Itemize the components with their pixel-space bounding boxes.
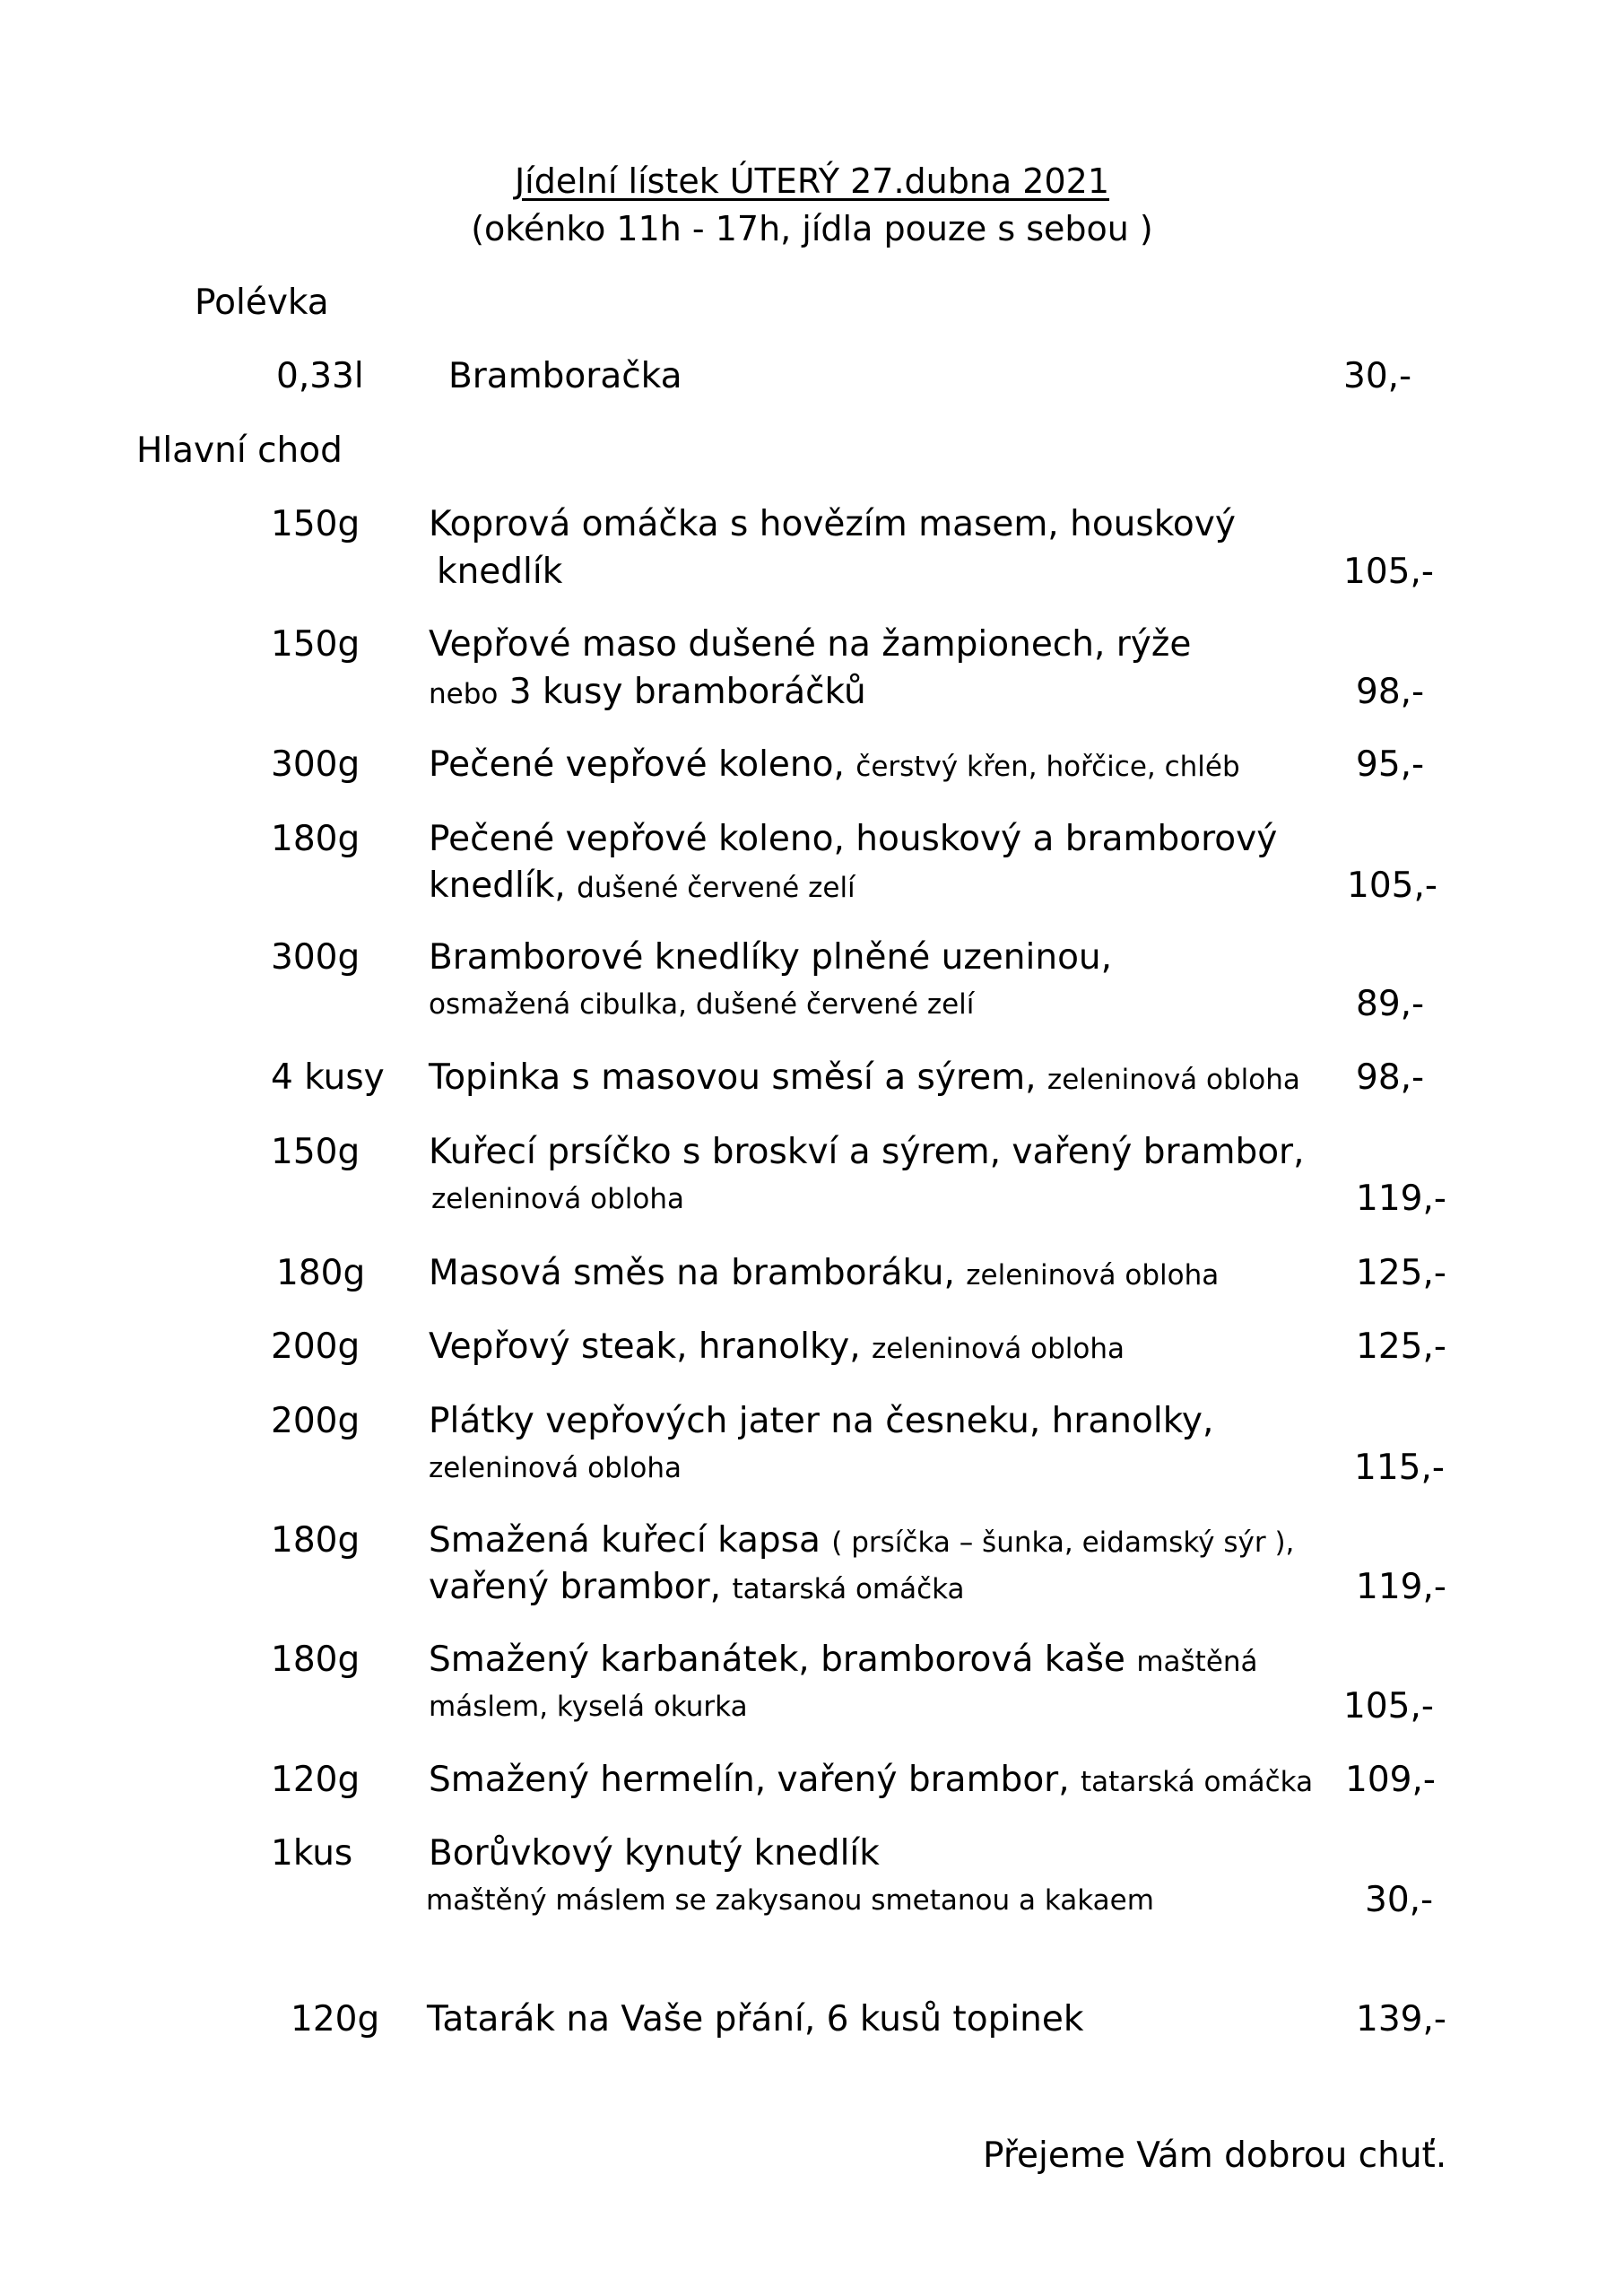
item-1-line2-text: 3 kusy bramboráčků — [508, 672, 866, 712]
item-10-price: 119,- — [1356, 1567, 1446, 1607]
item-11-line1-text: Smažený karbanátek, bramborová kaše — [429, 1639, 1125, 1680]
item-11-line2: máslem, kyselá okurka — [429, 1691, 748, 1723]
item-10-qty: 180g — [271, 1520, 360, 1561]
item-4-line1: Bramborové knedlíky plněné uzeninou, — [429, 937, 1113, 978]
item-13-line1: Borůvkový kynutý knedlík — [429, 1833, 880, 1874]
item-12-line1-text: Smažený hermelín, vařený brambor, — [429, 1760, 1070, 1800]
item-2-price: 95,- — [1356, 744, 1425, 785]
item-6-line2: zeleninová obloha — [431, 1183, 684, 1215]
item-9-price: 115,- — [1354, 1448, 1445, 1488]
item-6-qty: 150g — [271, 1132, 360, 1172]
item-7-line1 — [429, 1253, 1220, 1293]
item-9-qty: 200g — [271, 1401, 360, 1441]
soup-qty: 0,33l — [276, 356, 364, 396]
item-12-line1 — [429, 1760, 1314, 1800]
item-11-qty: 180g — [271, 1639, 360, 1680]
item-5-price: 98,- — [1356, 1057, 1425, 1098]
item-13-price: 30,- — [1365, 1880, 1434, 1920]
item-4-line2: osmažená cibulka, dušené červené zelí — [429, 988, 975, 1021]
item-3-line2 — [429, 865, 855, 906]
item-10-line1-text: Smažená kuřecí kapsa — [429, 1520, 821, 1561]
item-10-line1 — [429, 1520, 1295, 1561]
item-12-qty: 120g — [271, 1760, 360, 1800]
item-14-price: 139,- — [1356, 1999, 1446, 2039]
item-3-line2-text: knedlík, — [429, 865, 566, 906]
item-12-line1-note: tatarská omáčka — [1081, 1766, 1314, 1798]
item-6-line1: Kuřecí prsíčko s broskví a sýrem, vařený brambor, — [429, 1132, 1305, 1172]
item-13-qty: 1kus — [271, 1833, 353, 1874]
menu-title — [0, 161, 1624, 201]
item-10-line2-text: vařený brambor, — [429, 1567, 722, 1607]
item-2-qty: 300g — [271, 744, 360, 785]
item-12-price: 109,- — [1345, 1760, 1436, 1800]
item-9-line2: zeleninová obloha — [429, 1452, 682, 1484]
item-5-line1-text: Topinka s masovou směsí a sýrem, — [429, 1057, 1037, 1098]
item-1-line1: Vepřové maso dušené na žampionech, rýže — [429, 624, 1192, 665]
item-8-qty: 200g — [271, 1326, 360, 1367]
item-1-line2 — [429, 672, 866, 712]
item-5-line1 — [429, 1057, 1300, 1098]
item-3-line1: Pečené vepřové koleno, houskový a bramborový — [429, 819, 1278, 859]
item-0-line2: knedlík — [437, 552, 563, 592]
item-0-price: 105,- — [1343, 552, 1434, 592]
item-0-line1: Koprová omáčka s hovězím masem, houskový — [429, 504, 1236, 544]
section-soup: Polévka — [195, 283, 329, 323]
item-7-line1-text: Masová směs na bramboráku, — [429, 1253, 955, 1293]
item-7-line1-note: zeleninová obloha — [966, 1259, 1220, 1292]
item-11-line1-note: maštěná — [1136, 1646, 1258, 1678]
item-13-line2: maštěný máslem se zakysanou smetanou a kakaem — [426, 1884, 1154, 1917]
footer-message: Přejeme Vám dobrou chuť. — [983, 2135, 1447, 2176]
item-10-line2-note: tatarská omáčka — [732, 1573, 965, 1605]
item-7-price: 125,- — [1356, 1253, 1446, 1293]
item-0-qty: 150g — [271, 504, 360, 544]
item-2-line1 — [429, 744, 1240, 785]
menu-title-text: Jídelní lístek ÚTERÝ 27.dubna 2021 — [514, 161, 1110, 201]
menu-subtitle: (okénko 11h - 17h, jídla pouze s sebou ) — [471, 209, 1153, 248]
item-1-price: 98,- — [1356, 672, 1425, 712]
item-5-qty: 4 kusy — [271, 1057, 385, 1098]
item-4-qty: 300g — [271, 937, 360, 978]
item-7-qty: 180g — [276, 1253, 366, 1293]
item-10-line1-note: ( prsíčka – šunka, eidamský sýr ), — [831, 1526, 1295, 1559]
item-2-line1-note: čerstvý křen, hořčice, chléb — [855, 751, 1240, 783]
item-8-price: 125,- — [1356, 1326, 1446, 1367]
item-8-line1 — [429, 1326, 1125, 1367]
item-3-price: 105,- — [1347, 865, 1437, 906]
item-11-line1 — [429, 1639, 1258, 1680]
item-14-qty: 120g — [291, 1999, 380, 2039]
soup-name: Bramboračka — [448, 356, 682, 396]
item-1-qty: 150g — [271, 624, 360, 665]
item-3-line2-note: dušené červené zelí — [577, 872, 855, 904]
item-5-line1-note: zeleninová obloha — [1046, 1064, 1300, 1096]
item-11-price: 105,- — [1343, 1686, 1434, 1726]
item-1-line2-prefix: nebo — [429, 678, 499, 710]
item-9-line1: Plátky vepřových jater na česneku, hranolky, — [429, 1401, 1214, 1441]
item-14-line1: Tatarák na Vaše přání, 6 kusů topinek — [427, 1999, 1084, 2039]
item-6-price: 119,- — [1356, 1178, 1446, 1219]
section-main-course: Hlavní chod — [136, 430, 343, 471]
item-10-line2 — [429, 1567, 965, 1607]
item-4-price: 89,- — [1356, 984, 1425, 1024]
item-3-qty: 180g — [271, 819, 360, 859]
item-8-line1-note: zeleninová obloha — [872, 1333, 1125, 1365]
soup-price: 30,- — [1343, 356, 1412, 396]
item-8-line1-text: Vepřový steak, hranolky, — [429, 1326, 861, 1367]
item-2-line1-text: Pečené vepřové koleno, — [429, 744, 845, 785]
